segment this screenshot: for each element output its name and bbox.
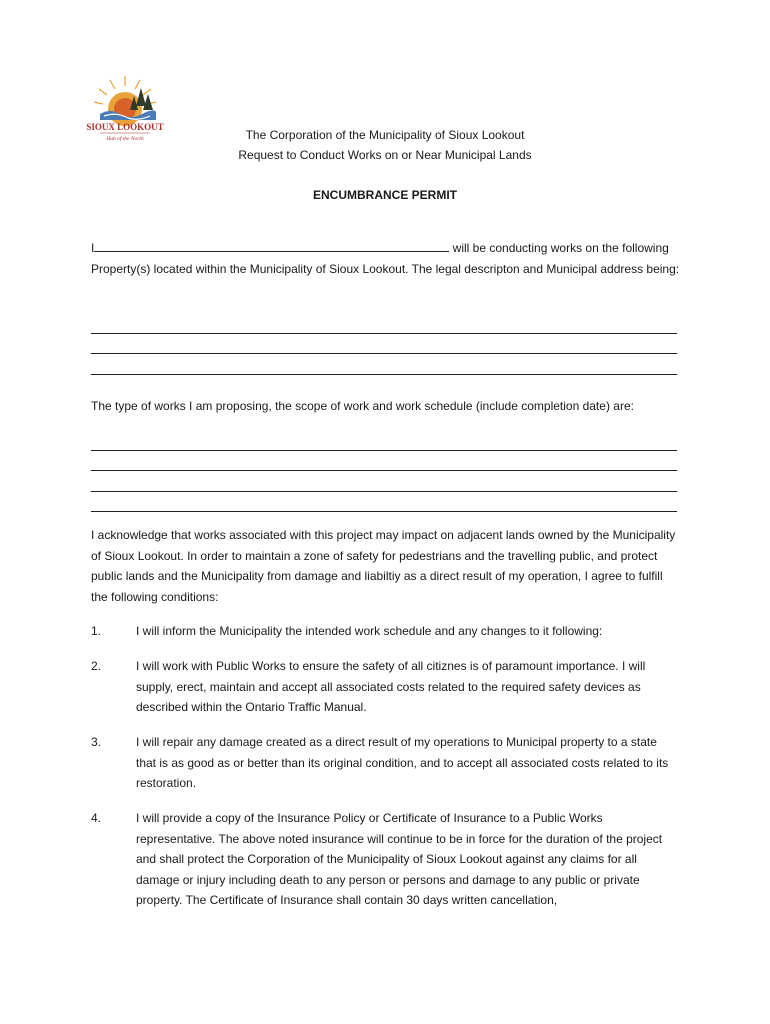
property-line-1[interactable] <box>91 313 677 334</box>
corporation-heading: The Corporation of the Municipality of Sioux Lookout <box>245 128 525 142</box>
name-fill-line[interactable] <box>94 239 449 252</box>
works-line-2[interactable] <box>91 451 677 472</box>
works-line-1[interactable] <box>91 430 677 451</box>
property-line-2[interactable] <box>91 334 677 355</box>
works-prompt: The type of works I am proposing, the scope of work and work schedule (include completion date) are: <box>91 399 634 413</box>
request-subheading: Request to Conduct Works on or Near Municipal Lands <box>238 148 532 162</box>
svg-text:Hub of the North: Hub of the North <box>106 136 144 142</box>
acknowledgement-paragraph: I acknowledge that works associated with this project may impact on adjacent lands owned by the Municipality of Sioux Lookout. In order to maintain a zone of safety for pedestrians and the travelling public, and protect public lands and the Municipality from damage and liabiltiy as a direct result of my operation, I agree to fulfill the following conditions: <box>91 528 676 604</box>
permit-title: ENCUMBRANCE PERMIT <box>313 188 457 202</box>
property-line-3[interactable] <box>91 354 677 375</box>
works-line-4[interactable] <box>91 492 677 513</box>
intro-paragraph: I will be conducting works on the following Property(s) located within the Municipality of Sioux Lookout. The legal descripton and Municipal address being: <box>91 241 680 276</box>
property-address-lines <box>91 313 677 375</box>
works-description-lines <box>91 430 677 512</box>
svg-text:SIOUX LOOKOUT: SIOUX LOOKOUT <box>86 122 164 132</box>
intro-rest: following Property(s) located within the Municipality of Sioux Lookout. The legal descripton and Municipal address being: <box>91 241 680 276</box>
works-line-3[interactable] <box>91 471 677 492</box>
document-page: SIOUX LOOKOUT Hub of the North The Corporation of the Municipality of Sioux Lookout Request to Conduct Works on or Near Municipal Lands ENCUMBRANCE PERMIT I will be conducting works on the following Property(s) located within the Municipality of Sioux Lookout. The legal descripton and Municipal address being: The type of works I am proposing, the scope of work and work schedule (include completion date) are: I acknowledge that works associated with this project may impact on adjacent lands owned by the Municipality of Sioux Lookout. In order to maintain a zone of safety for pedestrians and the travelling public, and protect public lands and the Municipality from damage and liabiltiy as a direct result of my operation, I agree to fulfill the following conditions: 1. I will inform the Municipality the intended work schedule and any changes to it following: 2. I will work with Public Works to ensure the safety of all citiznes is of paramount importance. I will supply, erect, maintain and accept all associated costs related to the required safety devices as described within the Ontario Traffic Manual. 3. I will repair any damage created as a direct result of my operations to Municipal property to a state that is as good as or better than its original condition, and to accept all associated costs related to its restoration. 4. I will provide a copy of the Insurance Policy or Certificate of Insurance to a Public Works representative. The above noted insurance will continue to be in force for the duration of the project and shall protect the Corporation of the Municipality of Sioux Lookout against any claims for all damage or injury including death to any person or persons and damage to any public or private property. The Certificate of Insurance shall contain 30 days written cancellation, <box>0 0 770 1024</box>
